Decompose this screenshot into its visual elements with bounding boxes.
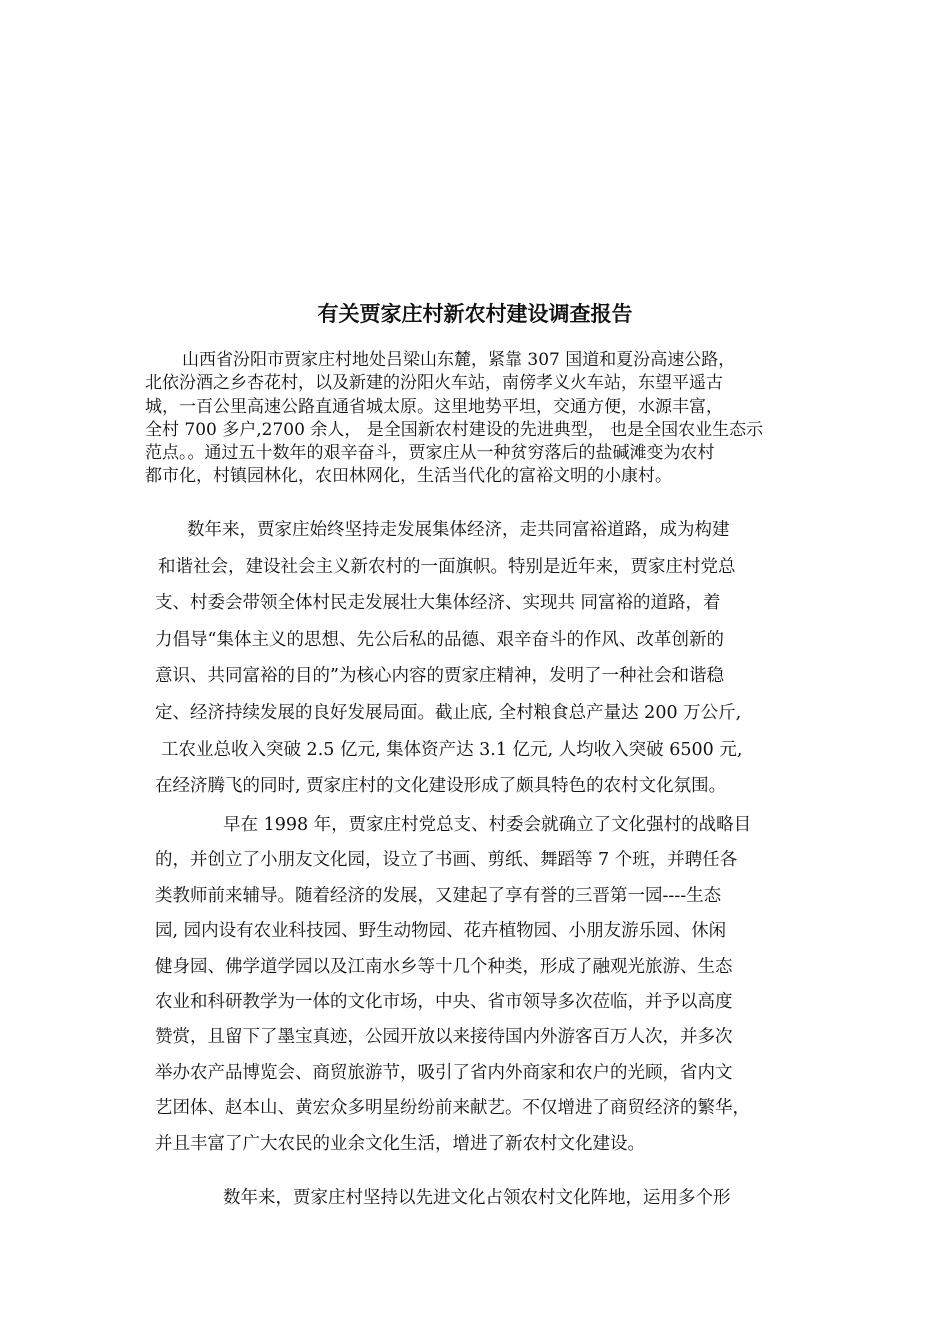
text-line: 全村 700 多户,2700 余人， 是全国新农村建设的先进典型， 也是全国农业生态示: [145, 419, 764, 440]
text-line: 山西省汾阳市贾家庄村地处吕梁山东麓，紧靠 307 国道和夏汾高速公路，: [182, 350, 736, 370]
text-line: 并且丰富了广大农民的业余文化生活，增进了新农村文化建设。: [155, 1133, 645, 1154]
text-line: 范点。。通过五十数年的艰辛奋斗，贾家庄从一种贫穷落后的盐碱滩变为农村: [145, 443, 715, 464]
text-line: 的，并创立了小朋友文化园，设立了书画、剪纸、舞蹈等 7 个班，并聘任各: [155, 850, 738, 871]
text-line: 早在 1998 年，贾家庄村党总支、村委会就确立了文化强村的战略目: [223, 815, 752, 835]
text-line: 工农业总收入突破 2.5 亿元, 集体资产达 3.1 亿元, 人均收入突破 6500 元,: [161, 739, 743, 760]
paragraph-location: [145, 349, 763, 489]
text-line: 和谐社会，建设社会主义新农村的一面旗帜。特别是近年来，贾家庄村党总: [158, 556, 736, 577]
paragraph-advanced-culture: [155, 1181, 731, 1216]
paragraph-development: [155, 512, 742, 805]
text-line: 力倡导“集体主义的思想、先公后私的品德、艰辛奋斗的作风、改革创新的: [155, 629, 724, 650]
text-line: 在经济腾飞的同时, 贾家庄村的文化建设形成了颇具特色的农村文化氛围。: [155, 776, 727, 797]
text-line: 艺团体、赵本山、黄宏众多明星纷纷前来献艺。不仅增进了商贸经济的繁华，: [155, 1098, 750, 1119]
text-line: 支、村委会带领全体村民走发展壮大集体经济、实现共 同富裕的道路，着: [155, 593, 721, 614]
text-line: 园, 园内设有农业科技园、野生动物园、花卉植物园、小朋友游乐园、休闲: [155, 921, 727, 942]
text-line: 定、经济持续发展的良好发展局面。截止底, 全村粮食总产量达 200 万公斤,: [155, 702, 742, 723]
text-line: 数年来，贾家庄村坚持以先进文化占领农村文化阵地，运用多个形: [223, 1188, 731, 1208]
text-line: 农业和科研教学为一体的文化市场，中央、省市领导多次莅临，并予以高度: [155, 992, 733, 1013]
text-line: 北依汾酒之乡杏花村，以及新建的汾阳火车站，南傍孝义火车站，东望平遥古: [145, 373, 723, 394]
text-line: 健身园、佛学道学园以及江南水乡等十几个种类，形成了融观光旅游、生态: [155, 956, 733, 977]
document-title: 有关贾家庄村新农村建设调查报告: [317, 302, 633, 326]
text-line: 赞赏，且留下了墨宝真迹，公园开放以来接待国内外游客百万人次，并多次: [155, 1027, 733, 1048]
text-line: 意识、共同富裕的目的”为核心内容的贾家庄精神，发明了一种社会和谐稳: [155, 666, 724, 687]
text-line: 都市化，村镇园林化，农田林网化，生活当代化的富裕文明的小康村。: [145, 466, 672, 487]
text-line: 类教师前来辅导。随着经济的发展，又建起了享有誉的三晋第一园----生态: [155, 885, 722, 906]
text-line: 城，一百公里高速公路直通省城太原。这里地势平坦，交通方便，水源丰富，: [145, 396, 723, 417]
text-line: 举办农产品博览会、商贸旅游节，吸引了省内外商家和农户的光顾，省内文: [155, 1062, 733, 1083]
paragraph-culture-park: [155, 808, 751, 1162]
text-line: 数年来，贾家庄始终坚持走发展集体经济，走共同富裕道路，成为构建: [187, 520, 730, 540]
